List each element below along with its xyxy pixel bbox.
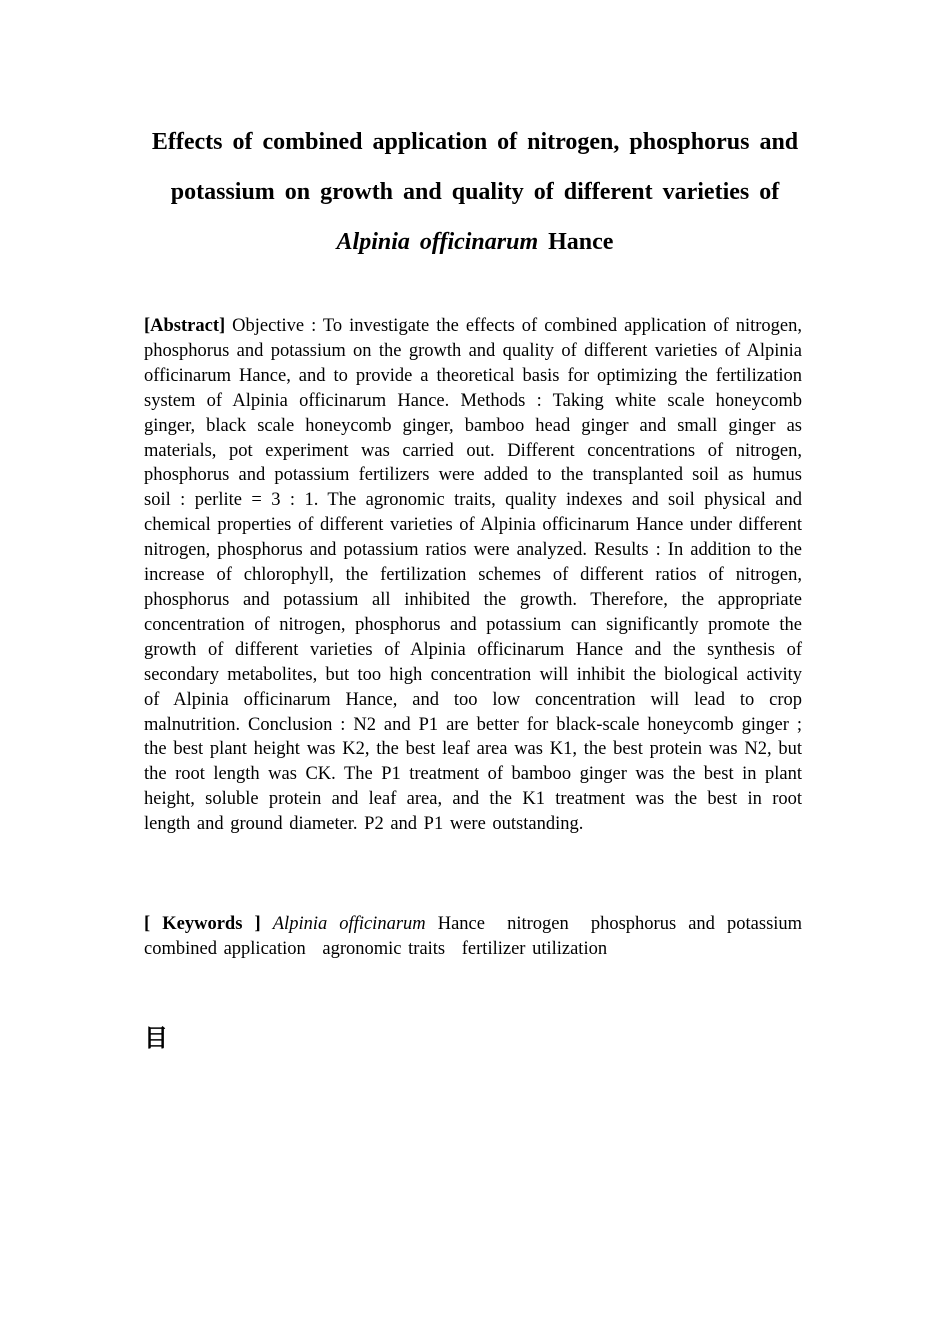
- keywords-paragraph: [144, 912, 802, 962]
- keyword-item: nitrogen: [507, 914, 569, 934]
- keyword-item: agronomic traits: [322, 938, 446, 959]
- toc-heading: 目: [144, 1024, 168, 1052]
- abstract-text: Objective : To investigate the effects of combined application of nitrogen, phosphorus and potassium on the growth and quality of different varieties of Alpinia officinarum Hance, and to provide a theoretical basis for optimizing the fertilization system of Alpinia officinarum Hance. Methods : Taking white scale honeycomb ginger, black scale honeycomb ginger, bamboo head ginger and small ginger as materials, pot experiment was carried out. Different concentrations of nitrogen, phosphorus and potassium fertilizers were added to the transplanted soil as humus soil : perlite = 3 : 1. The agronomic traits, quality indexes and soil physical and chemical properties of different varieties of Alpinia officinarum Hance under different nitrogen, phosphorus and potassium ratios were analyzed. Results : In addition to the increase of chlorophyll, the fertilization schemes of different ratios of nitrogen, phosphorus and potassium all inhibited the growth. Therefore, the appropriate concentration of nitrogen, phosphorus and potassium can significantly promote the growth of different varieties of Alpinia officinarum Hance and the synthesis of secondary metabolites, but too high concentration will inhibit the biological activity of Alpinia officinarum Hance, and too low concentration will lead to crop malnutrition. Conclusion : N2 and P1 are better for black-scale honeycomb ginger ; the best plant height was K2, the best leaf area was K1, the best protein was N2, but the root length was CK. The P1 treatment of bamboo ginger was the best in plant height, soluble protein and leaf area, and the K1 treatment was the best in root length and ground diameter. P2 and P1 were outstanding.: [144, 316, 802, 835]
- abstract-paragraph: [144, 314, 802, 837]
- abstract-label: [Abstract]: [144, 316, 226, 336]
- keyword-species: Alpinia officinarum: [272, 914, 426, 934]
- title-authority: Hance: [548, 229, 614, 255]
- title-text: Effects of combined application of nitrogen, phosphorus and potassium on growth and quality of different varieties of: [151, 129, 799, 205]
- paper-title: [144, 117, 806, 267]
- keyword-item: phosphorus and potassium combined application: [144, 914, 803, 959]
- keyword-item: fertilizer utilization: [461, 938, 608, 959]
- keywords-label: [ Keywords ]: [144, 914, 261, 934]
- keyword-item: Hance: [437, 914, 485, 934]
- title-species-name: Alpinia officinarum: [336, 229, 539, 255]
